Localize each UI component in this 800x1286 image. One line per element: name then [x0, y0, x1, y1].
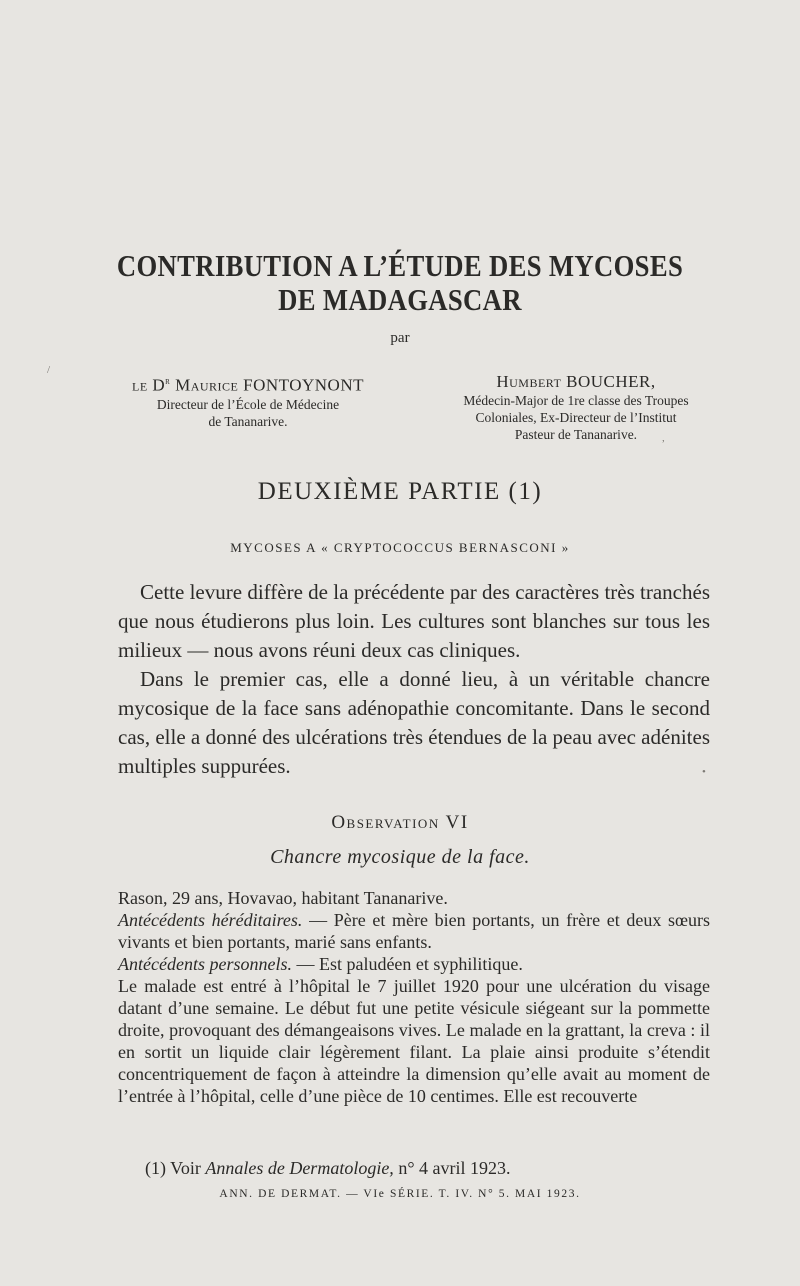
case-paragraph-2: Antécédents héréditaires. — Père et mère bien portants, un frère et deux sœurs vivants et bien portants, marié sans enfants. — [118, 910, 710, 952]
article-title-line-2: DE MADAGASCAR — [278, 282, 522, 317]
author-right-affiliation-1: Médecin-Major de 1re classe des Troupes — [463, 393, 689, 408]
author-right-affiliation-3: Pasteur de Tananarive. — [514, 427, 638, 442]
part-heading: DEUXIÈME PARTIE (1) — [257, 478, 543, 505]
author-left-affiliation-2: de Tananarive. — [208, 413, 288, 429]
author-left-name: le $D^r$ Maurice FONTOYNONT — [131, 375, 364, 395]
intro-paragraph-2: Dans le premier cas, elle a donné lieu, à un véritable chancre mycosique de la face sans adénopathie concomitante. Dans le second cas, elle a donné des ulcérations très étendues de la peau avec adénites multiples suppurées. — [118, 667, 710, 778]
margin-mark: , — [662, 432, 665, 444]
margin-mark: • — [702, 766, 706, 778]
article-title-line-1: CONTRIBUTION A L’ÉTUDE DES MYCOSES — [116, 248, 684, 283]
author-left-affiliation-1: Directeur de l’École de Médecine — [156, 396, 340, 412]
intro-text — [118, 578, 710, 781]
author-left — [118, 372, 378, 430]
observation-subtitle: Chancre mycosique de la face. — [270, 846, 530, 868]
margin-mark: / — [47, 364, 51, 376]
case-paragraph-1: Rason, 29 ans, Hovavao, habitant Tananarive. — [118, 888, 448, 908]
observation-heading: Observation VI — [331, 812, 469, 833]
author-right-name: Humbert BOUCHER, — [496, 372, 656, 391]
section-heading: MYCOSES A « CRYPTOCOCCUS BERNASCONI » — [230, 540, 570, 555]
author-right — [436, 372, 716, 443]
case-paragraph-3: Antécédents personnels. — Est paludéen et syphilitique. — [118, 954, 523, 974]
intro-paragraph-1: Cette levure diffère de la précédente par des caractères très tranchés que nous étudierons plus loin. Les cultures sont blanches sur tous les milieux — nous avons réuni deux cas cliniques. — [118, 580, 710, 662]
journal-line: ANN. DE DERMAT. — VIe SÉRIE. T. IV. N° 5. MAI 1923. — [219, 1188, 581, 1200]
case-paragraph-4: Le malade est entré à l’hôpital le 7 juillet 1920 pour une ulcération du visage datant d’une semaine. Le début fut une petite vésicule siégeant sur la pommette droite, provoquant des démangeaisons vives. Le malade en la grattant, la creva : il en sortit un liquide clair légèrement filant. La plaie ainsi produite s’étendit concentriquement de façon à atteindre la dimension qu’elle avait au moment de l’entrée à l’hôpital, celle d’une pièce de 10 centimes. Elle est recouverte — [118, 976, 710, 1106]
author-right-affiliation-2: Coloniales, Ex-Directeur de l’Institut — [475, 410, 677, 425]
case-text — [118, 887, 710, 1107]
footnote: (1) Voir Annales de Dermatologie, n° 4 avril 1923. — [145, 1158, 511, 1178]
by-label: par — [390, 330, 410, 346]
